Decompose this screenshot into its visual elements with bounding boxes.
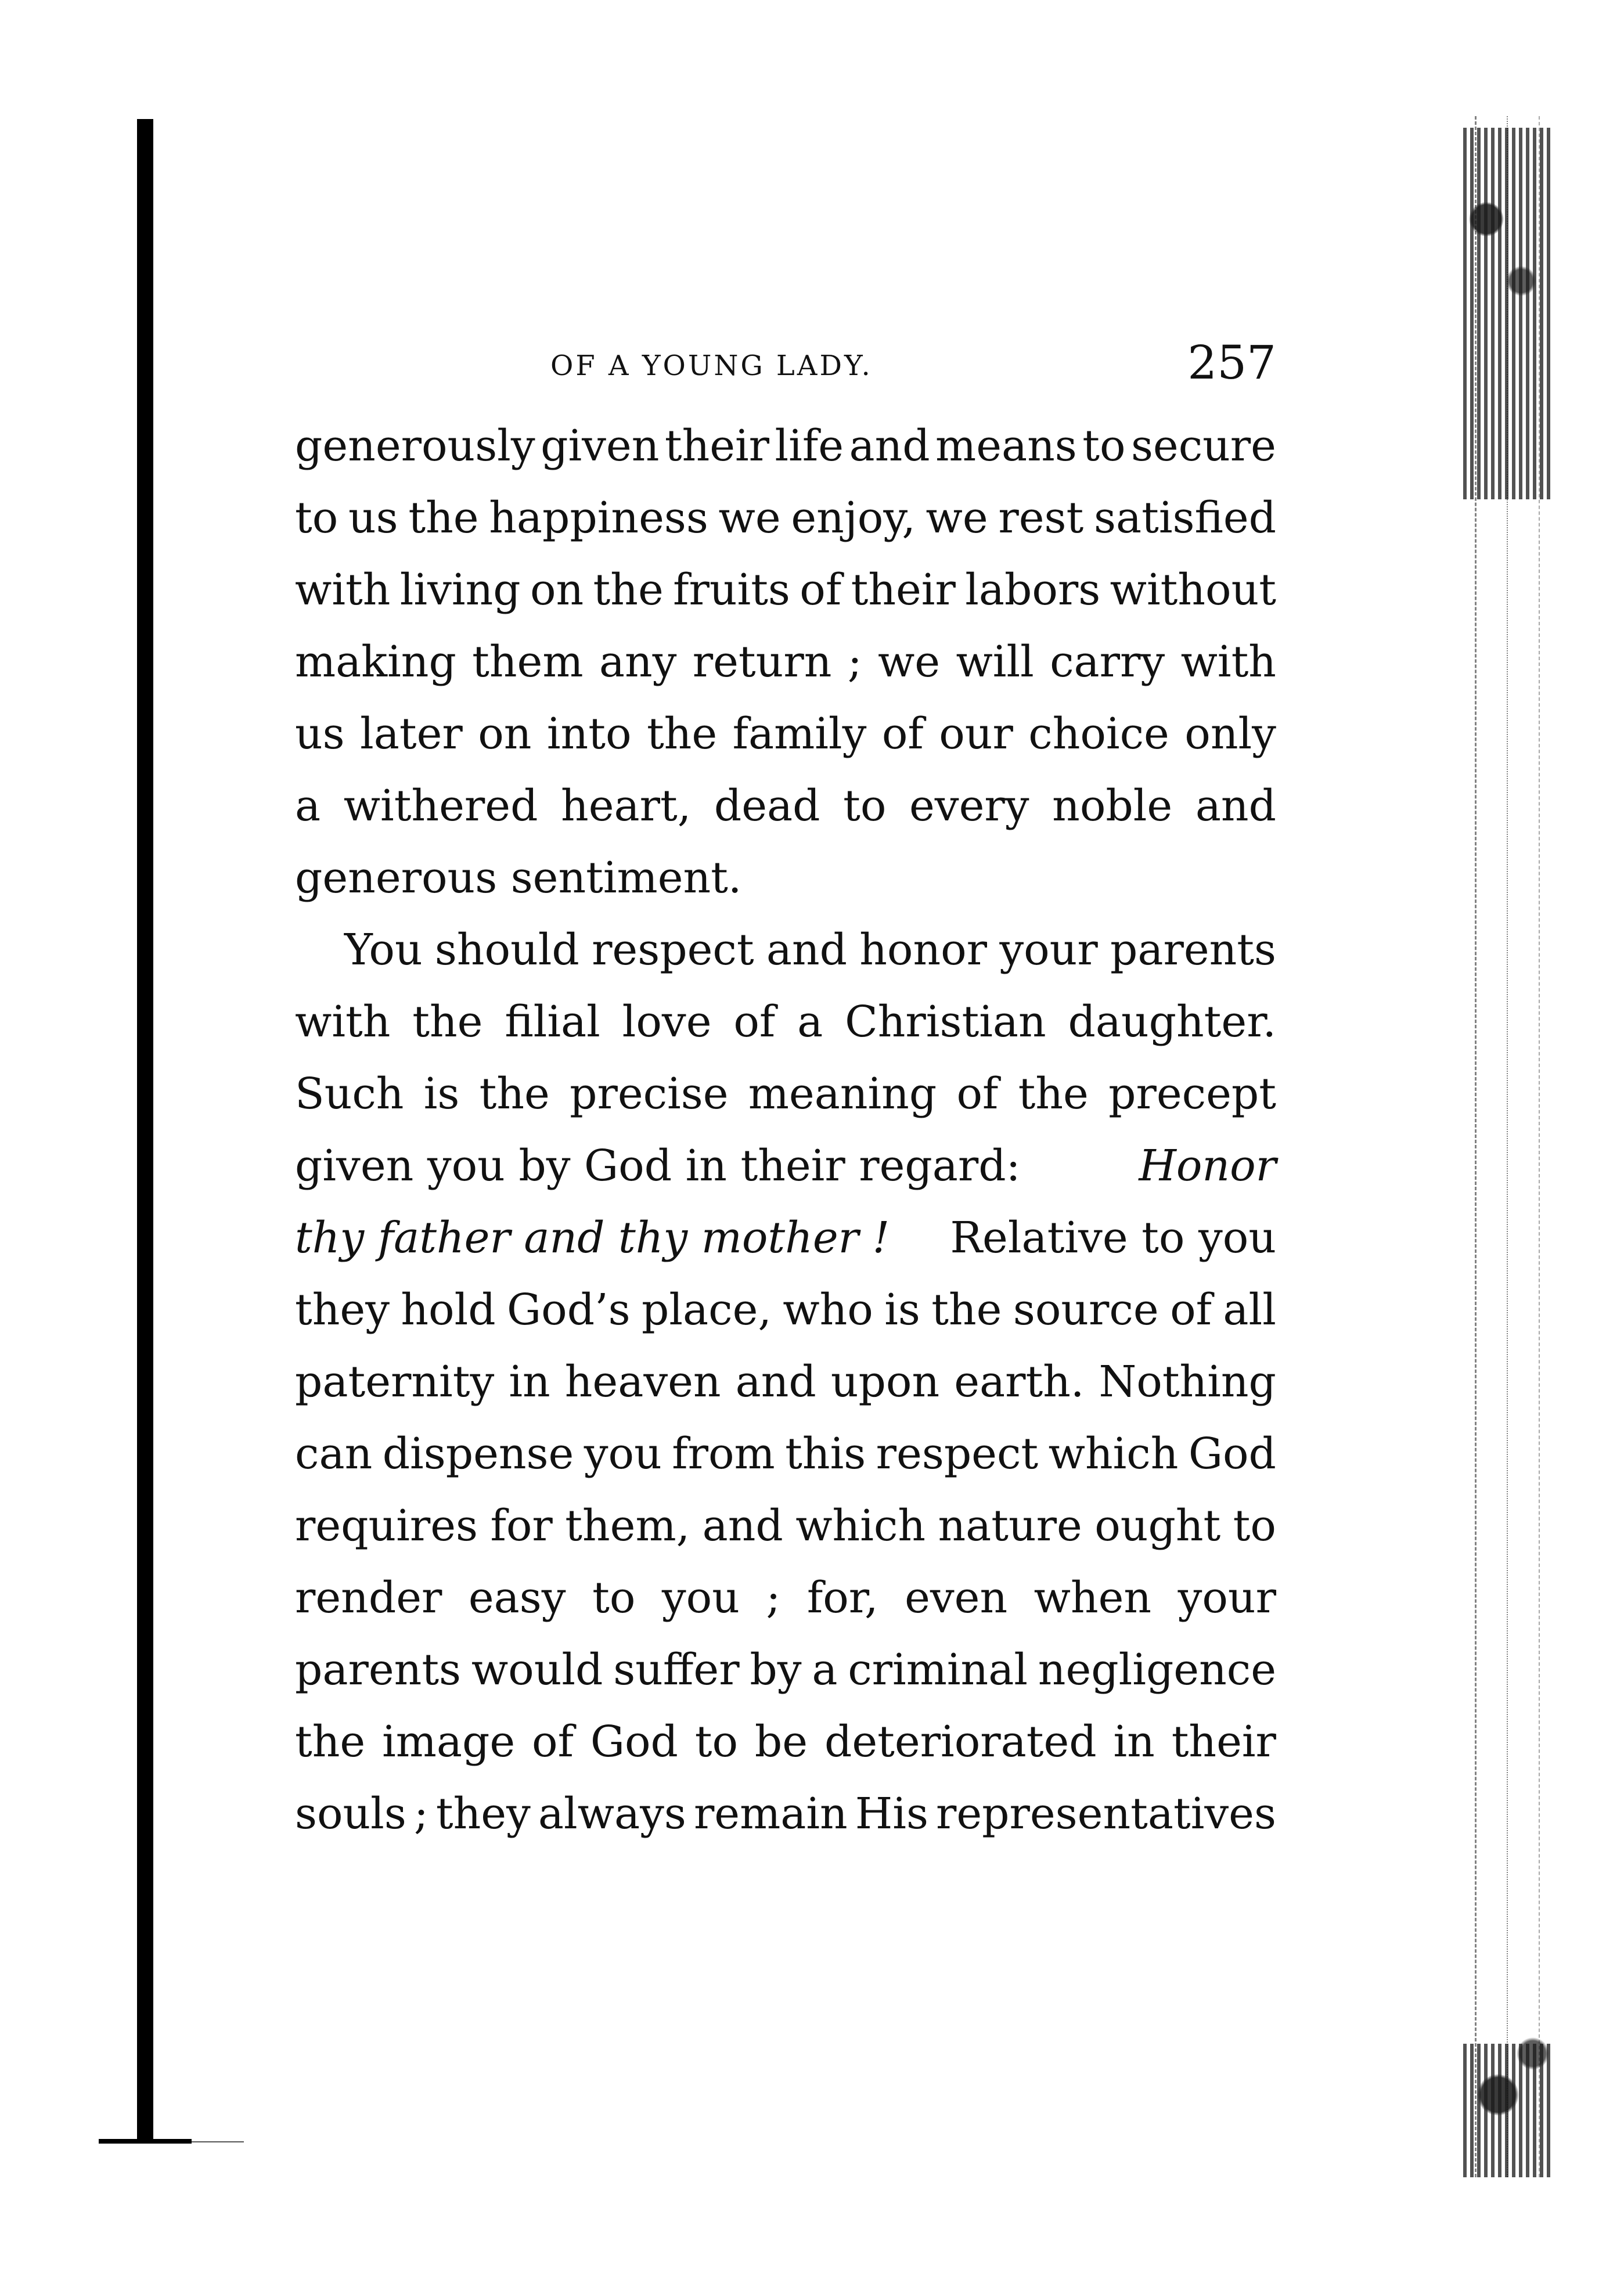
italic-quote: Honor [1139,1141,1276,1191]
word: every [909,781,1029,831]
word: honor [859,925,988,975]
word: us [348,493,398,543]
word: and [1195,781,1276,831]
word: dead [714,781,820,831]
word: making [295,637,456,687]
text-line [295,975,1276,1047]
edge-line [1507,116,1508,2177]
word: later [360,709,463,759]
text-line [295,1551,1276,1623]
word: into [546,709,632,759]
word: of [532,1717,574,1767]
word: dispense [382,1429,574,1479]
word: your [1178,1573,1276,1623]
word: happiness [489,493,708,543]
word: of [956,1069,999,1119]
word: Nothing [1099,1357,1276,1407]
word: fruits [673,565,790,615]
word: withered [343,781,538,831]
word: we [718,493,781,543]
word: souls [295,1789,406,1839]
italic-quote: thy father and thy mother ! [295,1213,890,1263]
word: their [1171,1717,1276,1767]
text-line [295,1047,1276,1119]
word: ought [1094,1501,1221,1551]
word: and [735,1357,816,1407]
word: and [766,925,847,975]
word: suffer [613,1645,740,1695]
text-line [295,1479,1276,1551]
word: to [295,493,339,543]
edge-line [1539,116,1540,2177]
word: Such [295,1069,404,1119]
word: with [295,565,391,615]
word: filial [505,997,600,1047]
word: return [692,637,832,687]
word: carry [1050,637,1165,687]
word: secure [1130,421,1276,471]
word: noble [1052,781,1173,831]
text-line [295,471,1276,543]
word: when [1034,1573,1152,1623]
word: will [956,637,1034,687]
word: respect [592,925,754,975]
word: with [295,997,391,1047]
word: which [1048,1429,1179,1479]
word: nature [938,1501,1082,1551]
word: a [797,997,823,1047]
word: any [599,637,677,687]
word: in [1113,1717,1155,1767]
word: them [472,637,584,687]
word: God [1188,1429,1276,1479]
word: criminal [848,1645,1028,1695]
running-head [295,332,1276,399]
word: precept [1108,1069,1276,1119]
word: who [783,1285,873,1335]
word: image [382,1717,516,1767]
word: ; [766,1573,781,1623]
word: they [295,1285,390,1335]
word: daughter. [1068,997,1276,1047]
word: living [399,565,521,615]
text-line [295,687,1276,759]
word: is [423,1069,460,1119]
word: for [490,1501,553,1551]
word: without [1110,565,1276,615]
word: of [1170,1285,1212,1335]
word: requires [295,1501,478,1551]
word: parents [1110,925,1276,975]
word: upon [830,1357,940,1407]
word: in [509,1357,550,1407]
paragraph [295,399,1276,903]
word: be [754,1717,808,1767]
text-line: generous sentiment. [295,853,742,903]
word: earth. [954,1357,1085,1407]
word: Christian [845,997,1046,1047]
word: God [590,1717,678,1767]
edge-line [1475,116,1477,2177]
book-page [295,332,1276,1839]
word: meaning [748,1069,937,1119]
word: by [750,1645,802,1695]
word: generously [295,421,535,471]
word: love [622,997,712,1047]
word: the [295,1717,366,1767]
word: to [1082,421,1126,471]
word: labors [965,565,1101,615]
word: to [843,781,887,831]
word: and [849,421,930,471]
text-line: thy father and thy mother ! Relative to you [295,1213,1276,1263]
word: place, [641,1285,772,1335]
word: the [931,1285,1002,1335]
word: on [530,565,584,615]
text-line [295,1695,1276,1767]
word: to [694,1717,739,1767]
word: God’s [507,1285,631,1335]
text-line [295,903,1276,975]
running-title: OF A YOUNG LADY. [550,350,873,382]
text-line [295,1407,1276,1479]
word: which [795,1501,926,1551]
word: from [672,1429,775,1479]
word: heart, [561,781,692,831]
word: of [800,565,842,615]
word: their [851,565,956,615]
word: given [541,421,660,471]
word: remain [693,1789,848,1839]
word: deteriorated [824,1717,1097,1767]
word: paternity [295,1357,495,1407]
word: we [877,637,941,687]
text-line [295,1335,1276,1407]
word: You [344,925,423,975]
binding-shadow-foot [99,2139,192,2144]
text-line [295,1263,1276,1335]
text-line [295,615,1276,687]
word: hold [401,1285,496,1335]
word: can [295,1429,373,1479]
word: us [295,709,345,759]
word: source [1013,1285,1159,1335]
binding-shadow [137,119,153,2140]
word: His [855,1789,928,1839]
word: the [593,565,664,615]
word: you [661,1573,740,1623]
word: render [295,1573,442,1623]
word: with [1180,637,1276,687]
word: you [584,1429,662,1479]
word: enjoy, [791,493,916,543]
text-line: given you by God in their regard: Honor [295,1141,1276,1191]
word: they [435,1789,531,1839]
text-line [295,399,1276,471]
word: choice [1028,709,1169,759]
word: to [1233,1501,1276,1551]
word: the [479,1069,550,1119]
word: ; [413,1789,428,1839]
word: a [812,1645,838,1695]
word: parents [295,1645,462,1695]
word: even [905,1573,1008,1623]
word: negligence [1038,1645,1276,1695]
word: only [1184,709,1276,759]
word: would [471,1645,603,1695]
word: to [592,1573,636,1623]
word: our [939,709,1013,759]
word: precise [570,1069,729,1119]
word: this [785,1429,866,1479]
word: rest [998,493,1084,543]
word: them, [565,1501,690,1551]
word: we [926,493,988,543]
word: satisfied [1093,493,1276,543]
text-line [295,1767,1276,1839]
word: of [733,997,776,1047]
word: ; [847,637,862,687]
text-line [295,759,1276,831]
word: their [664,421,770,471]
word: all [1223,1285,1276,1335]
page-number: 257 [1187,336,1276,390]
word: the [1018,1069,1089,1119]
word: a [295,781,321,831]
word: your [999,925,1098,975]
paragraph [295,903,1276,1839]
binding-shadow-foot-line [192,2141,244,2142]
word: respect [876,1429,1039,1479]
word: the [412,997,483,1047]
word: representatives [935,1789,1276,1839]
word: for, [806,1573,878,1623]
word: heaven [564,1357,721,1407]
word: family [732,709,867,759]
word: always [538,1789,686,1839]
text-line [295,1623,1276,1695]
word: easy [468,1573,566,1623]
text-line [295,543,1276,615]
word: the [646,709,718,759]
word: the [408,493,479,543]
word: means [935,421,1077,471]
word: is [884,1285,920,1335]
word: life [775,421,844,471]
page-edge-artifacts [1452,116,1568,2177]
word: on [478,709,532,759]
word: should [434,925,579,975]
word: of [881,709,924,759]
word: and [702,1501,783,1551]
